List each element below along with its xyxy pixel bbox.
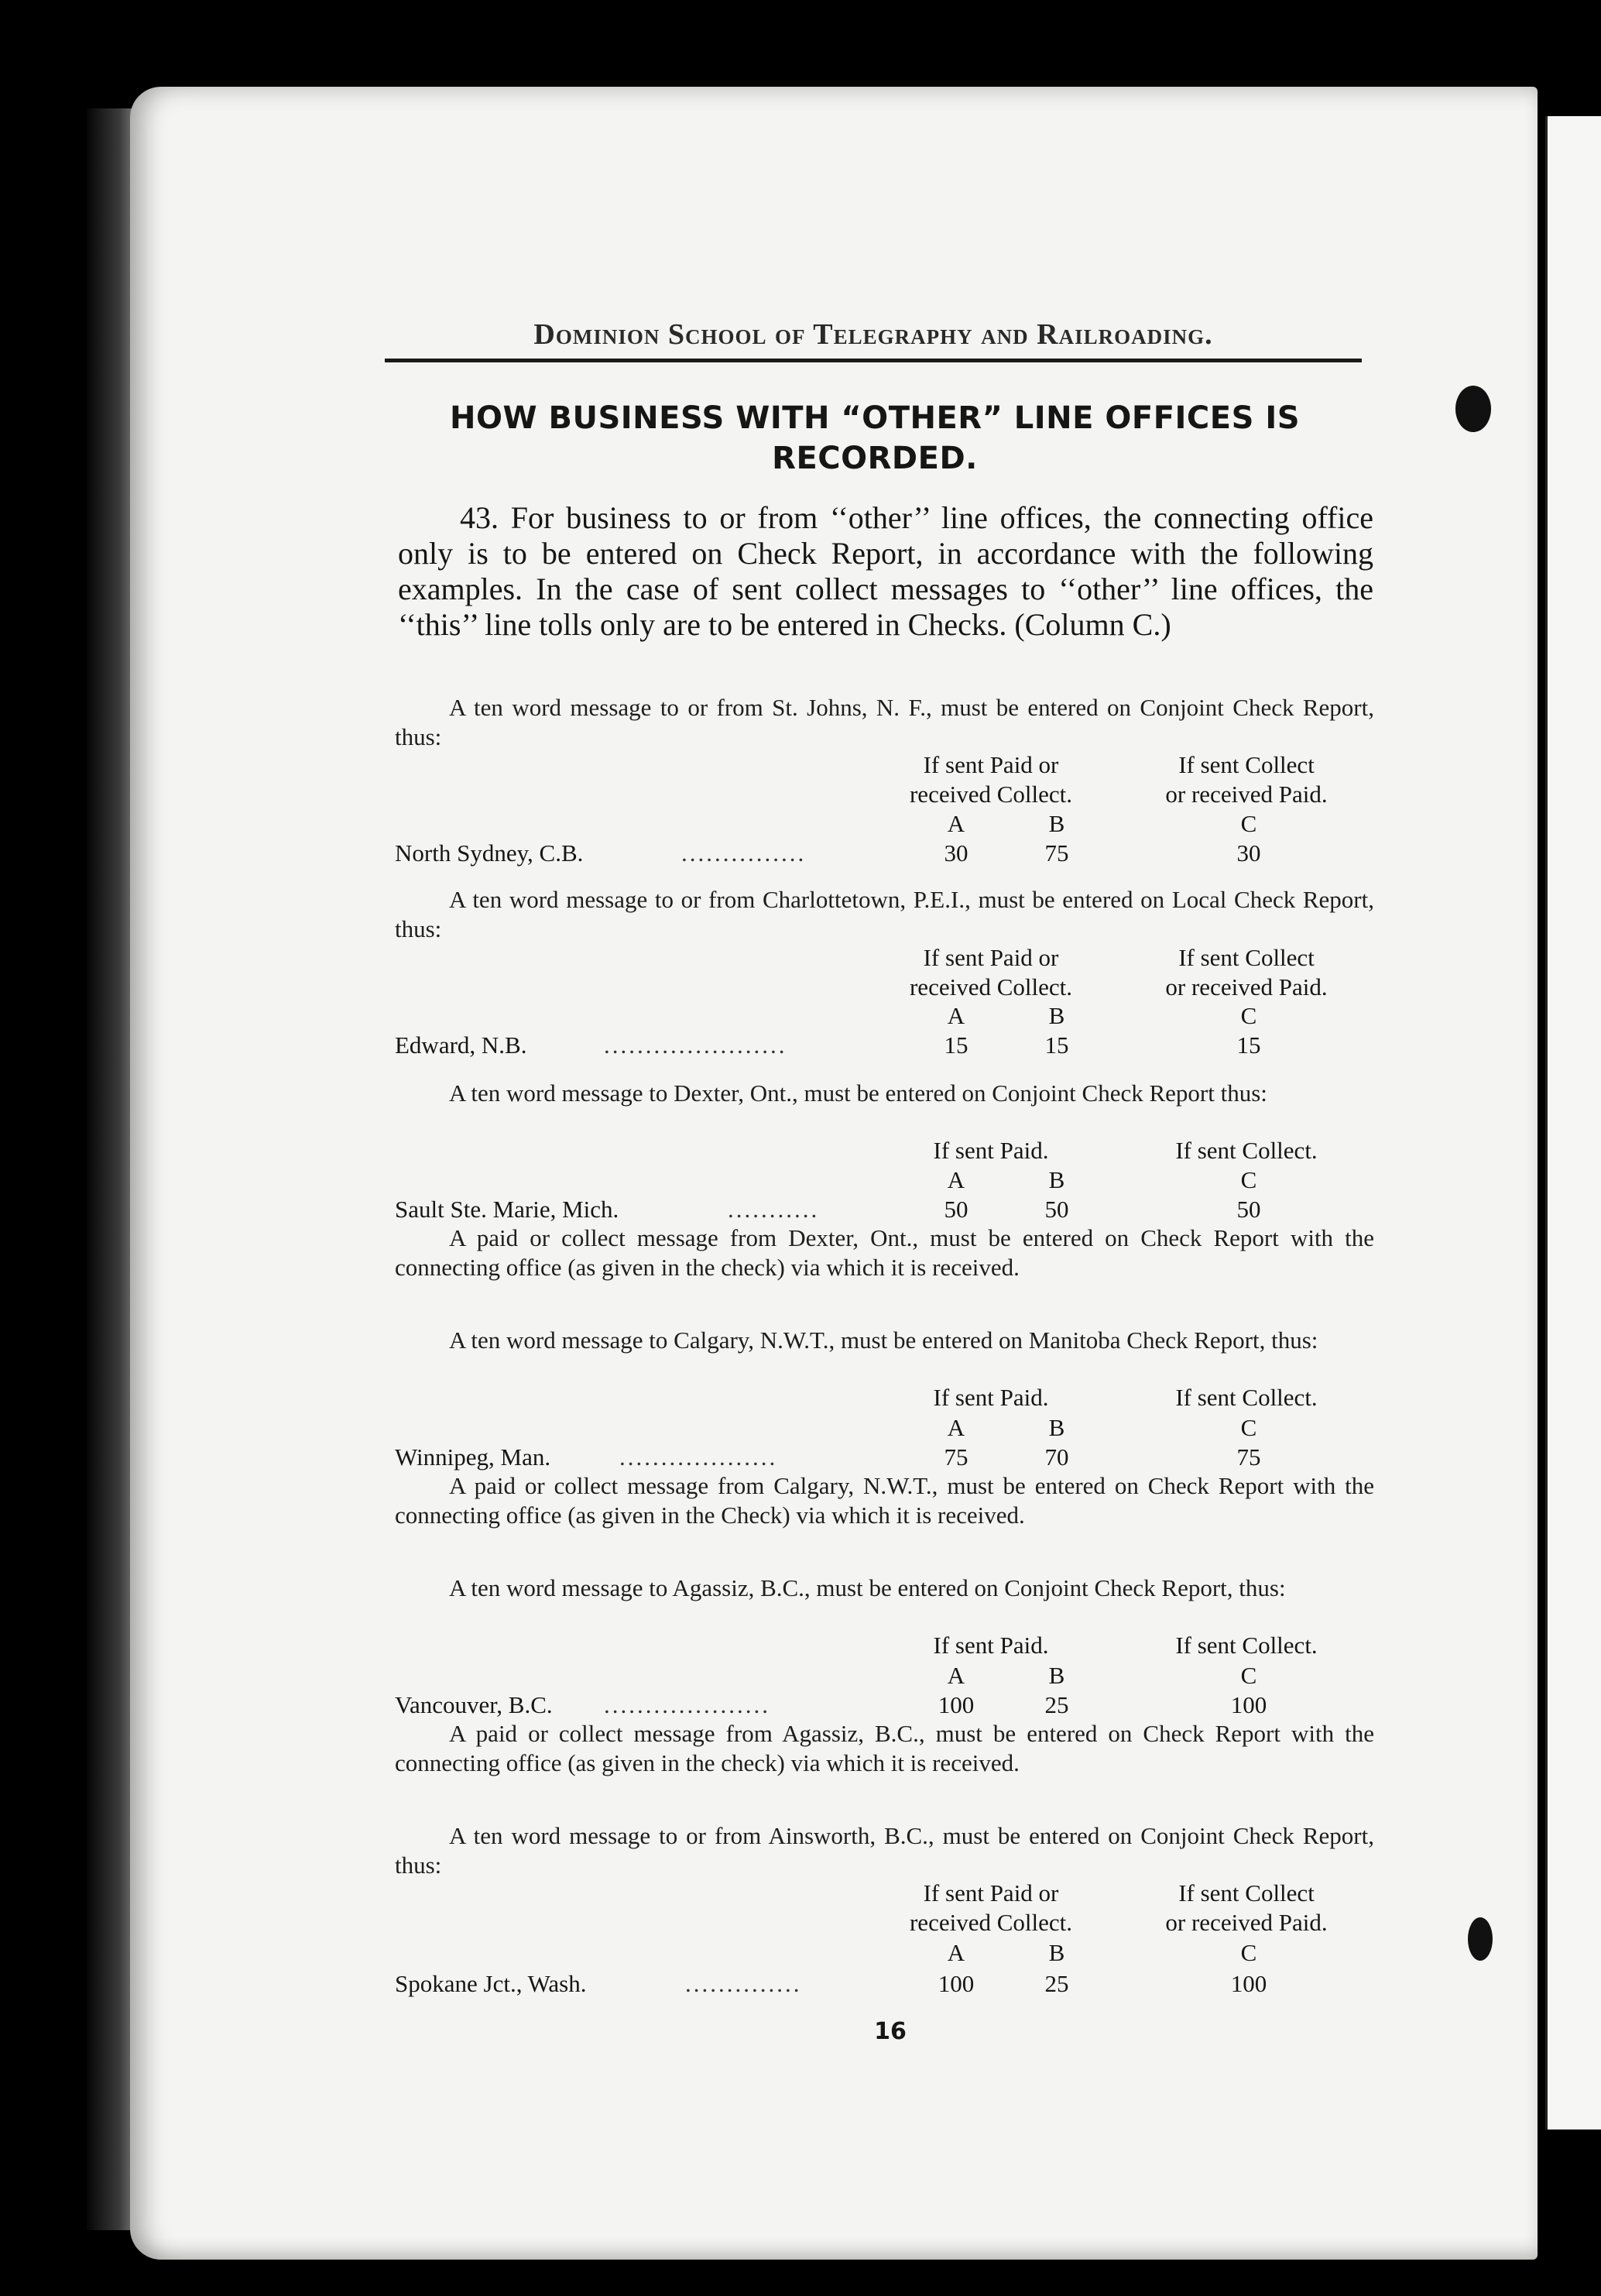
example-4-entry-row: Winnipeg, Man. ................... 75 70 75 xyxy=(395,1442,1378,1473)
example-1-head-right: If sent Collect or received Paid. xyxy=(1165,751,1328,808)
value-b: 70 xyxy=(1044,1443,1069,1471)
example-6-col-labels: A B C xyxy=(947,1939,1257,1966)
facing-page-edge xyxy=(1545,116,1601,2130)
example-1-head-left: If sent Paid or received Collect. xyxy=(909,751,1072,808)
value-b: 50 xyxy=(1044,1196,1069,1223)
value-b: 25 xyxy=(1044,1970,1069,1997)
binding-hole-mark-bottom xyxy=(1468,1917,1493,1961)
value-c: 100 xyxy=(1230,1691,1267,1718)
intro-text: For business to or from ‘‘other’’ line offices, the connecting office only is to be entered on Check Report, in accordance with the following examples. In the case of sent collect messages to ‘‘other’’ line offices, the ‘‘this’’ line tolls only are to be entered in Checks. (Column C.) xyxy=(398,500,1373,642)
example-4-intro: A ten word message to Calgary, N.W.T., must be entered on Manitoba Check Report, thus: xyxy=(449,1326,1318,1354)
office-name: Winnipeg, Man. xyxy=(395,1443,551,1471)
example-3-head-left: If sent Paid. xyxy=(933,1137,1049,1164)
example-6-head-right: If sent Collect or received Paid. xyxy=(1165,1879,1328,1936)
value-b: 25 xyxy=(1044,1691,1069,1718)
example-5-intro: A ten word message to Agassiz, B.C., must be entered on Conjoint Check Report, thus: xyxy=(449,1574,1286,1601)
value-a: 30 xyxy=(944,839,968,867)
example-5-note: A paid or collect message from Agassiz, B.C., must be entered on Check Report with the connecting office (as given in the check) via which it is received. xyxy=(395,1720,1374,1776)
example-5-entry-row: Vancouver, B.C. .................... 100 25 100 xyxy=(395,1690,1378,1721)
section-title xyxy=(403,398,1347,479)
office-name: Spokane Jct., Wash. xyxy=(395,1970,587,1997)
binding-hole-mark-top xyxy=(1455,386,1491,432)
office-name: North Sydney, C.B. xyxy=(395,839,584,867)
value-b: 15 xyxy=(1044,1031,1069,1059)
example-5-head-left: If sent Paid. xyxy=(933,1632,1049,1659)
example-2-col-labels: A B C xyxy=(947,1002,1257,1029)
example-1-intro: A ten word message to or from St. Johns, N. F., must be entered on Conjoint Check Report, thus: xyxy=(395,694,1374,750)
example-4-note: A paid or collect message from Calgary, N.W.T., must be entered on Check Report with the connecting office (as given in the Check) via which it is received. xyxy=(395,1472,1374,1529)
example-2-head-right: If sent Collect or received Paid. xyxy=(1165,944,1328,1000)
office-name: Edward, N.B. xyxy=(395,1031,527,1059)
paragraph-number: 43. xyxy=(460,500,499,535)
value-a: 50 xyxy=(944,1196,968,1223)
example-3-head-right: If sent Collect. xyxy=(1175,1137,1318,1164)
example-3-note: A paid or collect message from Dexter, Ont., must be entered on Check Report with the connecting office (as given in the check) via which it is received. xyxy=(395,1224,1374,1281)
value-c: 100 xyxy=(1230,1970,1267,1997)
header-rule xyxy=(385,359,1362,362)
example-5-col-labels: A B C xyxy=(947,1662,1257,1689)
example-3-col-labels: A B C xyxy=(947,1166,1257,1193)
example-1-entry-row: North Sydney, C.B. ............... 30 75 30 xyxy=(395,838,1378,869)
office-name: Vancouver, B.C. xyxy=(395,1691,553,1718)
value-a: 75 xyxy=(944,1443,968,1471)
value-a: 100 xyxy=(938,1691,975,1718)
section-title-line-1: HOW BUSINESS WITH “OTHER” LINE OFFICES IS xyxy=(449,400,1301,436)
example-4-col-labels: A B C xyxy=(947,1414,1257,1441)
example-2-intro: A ten word message to or from Charlottetown, P.E.I., must be entered on Local Check Report, thus: xyxy=(395,886,1374,942)
example-1-col-labels: A B C xyxy=(947,810,1257,837)
example-2-head-left: If sent Paid or received Collect. xyxy=(909,944,1072,1000)
value-a: 100 xyxy=(938,1970,975,1997)
example-2-entry-row: Edward, N.B. ...................... 15 15 15 xyxy=(395,1030,1378,1061)
value-c: 75 xyxy=(1236,1443,1261,1471)
value-a: 15 xyxy=(944,1031,968,1059)
example-4-head-left: If sent Paid. xyxy=(933,1384,1049,1411)
example-5-head-right: If sent Collect. xyxy=(1175,1632,1318,1659)
example-6-head-left: If sent Paid or received Collect. xyxy=(909,1879,1072,1936)
section-title-line-2: RECORDED. xyxy=(772,441,978,476)
example-6-intro: A ten word message to or from Ainsworth, B.C., must be entered on Conjoint Check Report, thus: xyxy=(395,1822,1374,1879)
value-c: 30 xyxy=(1236,839,1261,867)
value-b: 75 xyxy=(1044,839,1069,867)
example-3-intro: A ten word message to Dexter, Ont., must be entered on Conjoint Check Report thus: xyxy=(449,1079,1267,1107)
intro-paragraph xyxy=(398,500,1373,643)
running-header: Dominion School of Telegraphy and Railroading. xyxy=(533,318,1213,351)
value-c: 50 xyxy=(1236,1196,1261,1223)
office-name: Sault Ste. Marie, Mich. xyxy=(395,1196,619,1223)
example-4-head-right: If sent Collect. xyxy=(1175,1384,1318,1411)
example-3-entry-row: Sault Ste. Marie, Mich. ........... 50 50 50 xyxy=(395,1194,1378,1225)
page-number: 16 xyxy=(874,2018,907,2045)
example-6-entry-row: Spokane Jct., Wash. .............. 100 25 100 xyxy=(395,1968,1378,1999)
value-c: 15 xyxy=(1236,1031,1261,1059)
